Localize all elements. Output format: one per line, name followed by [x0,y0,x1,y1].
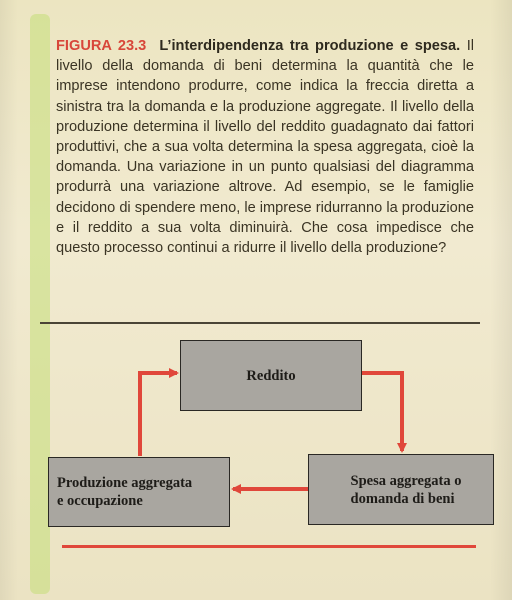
arrow-produzione-to-reddito [140,373,177,456]
node-produzione-label-line1: Produzione aggregata [57,475,193,491]
bottom-rule [62,545,476,548]
figure-caption-body: Il livello della domanda di beni determina la quantità che le imprese intendono produrre, come indica la freccia diretta a sinistra tra la domanda e la produzione aggregate. Il livello della produzione determina il livello del reddito guadagnato dai fattori produttivi, che a sua volta determina la spesa aggregata, cioè la domanda. Una variazione in un punto qualsiasi del diagramma produrrà una variazione altrove. Ad esempio, se le famiglie decidono di spendere meno, le imprese ridurranno la produzione e il reddito a sua volta diminuirà. Che cosa impedisce che questo processo continui a ridurre il livello della produzione? [56,38,475,257]
node-produzione [48,457,230,527]
node-spesa [308,454,494,525]
node-spesa-label-line2: domanda di beni [350,490,455,507]
node-produzione-label-line2: e occupazione [57,493,143,509]
node-reddito-label: Reddito [246,367,296,384]
node-reddito [180,340,362,411]
figure-label: FIGURA 23.3 [56,38,147,54]
figure-title: L’interdipendenza tra produzione e spesa. [159,38,461,54]
node-spesa-label-line1: Spesa aggregata o [350,472,462,489]
arrow-reddito-to-spesa [362,373,402,451]
